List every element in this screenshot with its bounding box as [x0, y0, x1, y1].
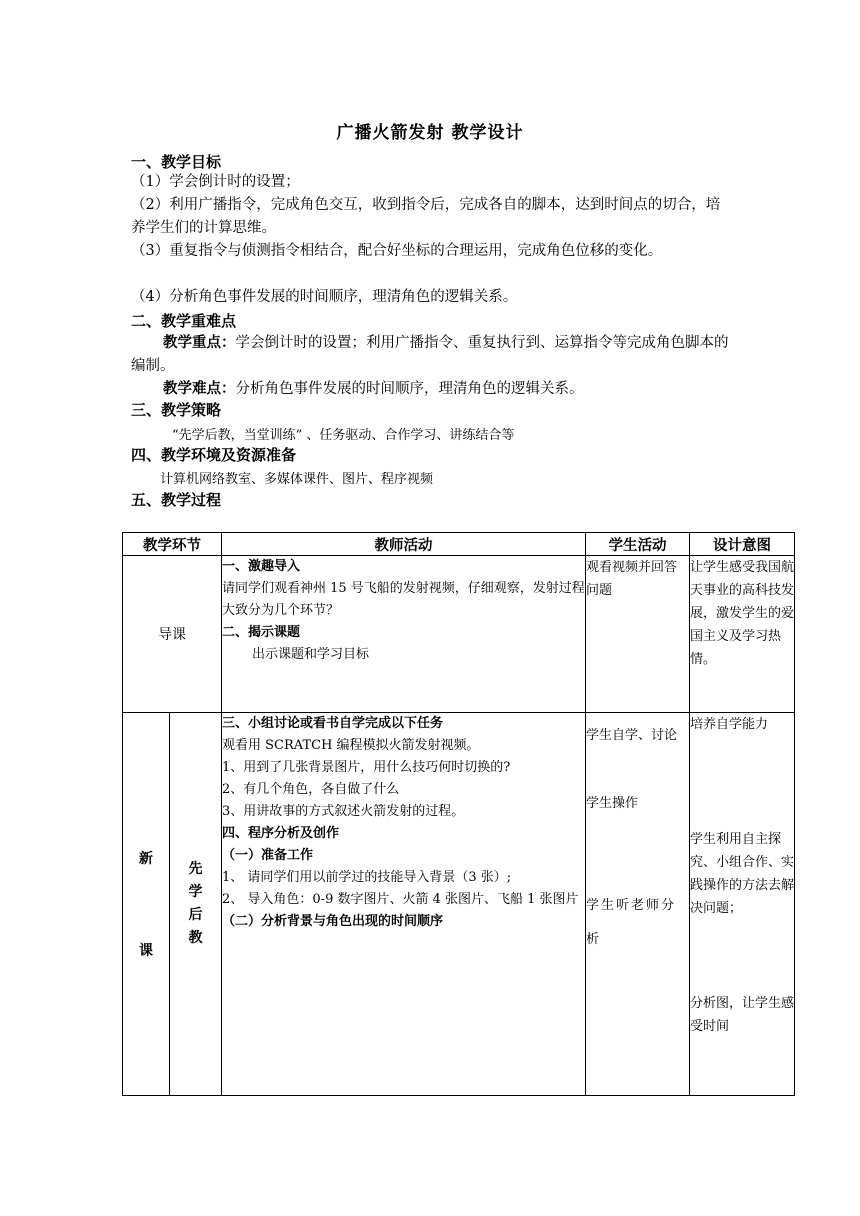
header-student: 学生活动: [586, 533, 690, 556]
intro-step-2-text: 出示课题和学习目标: [252, 647, 370, 662]
teacher-activity-new-lesson: [222, 713, 586, 1096]
student-activity-new-lesson: [586, 713, 690, 1096]
task-line: 2、有几个角色，各自做了什么: [222, 782, 400, 797]
student-listen: 学生听老师分析: [586, 898, 677, 947]
stage-intro: 导课: [123, 556, 222, 713]
student-practice: 学生操作: [586, 796, 639, 811]
intent-intro: 让学生感受我国航天事业的高科技发展，激发学生的爱国主义及学习热情。: [690, 556, 795, 713]
spacer: [690, 920, 794, 992]
student-self-study: 学生自学、讨论: [586, 728, 678, 743]
table-row: [123, 556, 795, 713]
stage-learn-first: [170, 713, 222, 1096]
preparation-step-2: 2、 导入角色：0-9 数字图片、火箭 4 张图片、飞船 1 张图片: [222, 892, 579, 907]
objective-4: （4）分析角色事件发展的时间顺序，理清角色的逻辑关系。: [131, 289, 518, 305]
intent-inquiry: 学生利用自主探究、小组合作、实践操作的方法去解决问题；: [690, 832, 795, 916]
header-teacher: 教师活动: [222, 533, 586, 556]
key-point-text: 学会倒计时的设置；利用广播指令、重复执行到、运算指令等完成角色脚本的编制。: [131, 335, 729, 374]
stage-learn-first-char: 先: [188, 861, 203, 877]
key-point-label: 教学重点：: [163, 334, 236, 351]
objective-1: （1）学会倒计时的设置；: [131, 174, 300, 190]
header-intent: 设计意图: [690, 533, 795, 556]
intent-analysis: 分析图，让学生感受时间: [690, 996, 795, 1034]
intro-step-1-text: 请同学们观看神州 15 号飞船的发射视频，仔细观察，发射过程大致分为几个环节？: [222, 581, 585, 618]
stage-learn-first-char: 学: [188, 884, 203, 900]
objective-3: （3）重复指令与侦测指令相结合，配合好坐标的合理运用，完成角色位移的变化。: [131, 243, 663, 259]
spacer: [123, 868, 169, 940]
task-line: 3、用讲故事的方式叙述火箭发射的过程。: [222, 804, 465, 819]
strategy-text: “先学后教，当堂训练” 、任务驱动、合作学习、讲练结合等: [172, 428, 515, 443]
section-heading-strategy: 三、教学策略: [131, 401, 222, 419]
preparation-step-1: 1、 请同学们用以前学过的技能导入背景（3 张）;: [222, 870, 512, 885]
header-stage: 教学环节: [123, 533, 222, 556]
table-row: [123, 713, 795, 1096]
section-heading-process: 五、教学过程: [131, 491, 222, 509]
section-heading-objectives: 一、教学目标: [131, 153, 222, 171]
preparation-title: （一）准备工作: [222, 848, 314, 863]
student-activity-intro: 观看视频并回答问题: [586, 556, 690, 713]
page-title: 广播火箭发射 教学设计: [336, 123, 524, 143]
task-line: 1、用到了几张背景图片，用什么技巧何时切换的?: [222, 760, 511, 775]
spacer: [690, 736, 794, 828]
task-line: 观看用 SCRATCH 编程模拟火箭发射视频。: [222, 738, 480, 753]
objective-2: （2）利用广播指令，完成角色交互，收到指令后，完成各自的脚本，达到时间点的切合，培养学生们的计算思维。: [131, 197, 721, 236]
program-analysis-title: 四、程序分析及创作: [222, 826, 340, 841]
section-heading-keypoints: 二、教学重难点: [131, 312, 237, 330]
intent-self-study: 培养自学能力: [690, 717, 769, 732]
stage-learn-first-char: 后: [188, 907, 203, 923]
intro-step-2-title: 二、揭示课题: [222, 625, 301, 640]
difficulty-text: 分析角色事件发展的时间顺序，理清角色的逻辑关系。: [235, 381, 584, 397]
key-point: [131, 331, 731, 378]
section-heading-environment: 四、教学环境及资源准备: [131, 446, 297, 464]
task-title: 三、小组讨论或看书自学完成以下任务: [222, 716, 444, 731]
stage-new-lesson: [123, 713, 170, 1096]
spacer: [586, 821, 689, 889]
difficulty-point: [131, 377, 731, 401]
difficulty-label: 教学难点：: [163, 380, 236, 397]
stage-new-lesson-char-1: 新: [139, 851, 153, 867]
intro-step-1-title: 一、激趣导入: [222, 559, 301, 574]
stage-learn-first-char: 教: [188, 930, 203, 946]
spacer: [586, 753, 689, 787]
stage-new-lesson-char-2: 课: [139, 943, 153, 959]
intent-new-lesson: [690, 713, 795, 1096]
table-header-row: [123, 533, 795, 556]
sequence-analysis-title: （二）分析背景与角色出现的时间顺序: [222, 914, 444, 929]
environment-text: 计算机网络教室、多媒体课件、图片、程序视频: [160, 472, 434, 487]
teaching-process-table: [122, 532, 795, 1096]
teacher-activity-intro: [222, 556, 586, 713]
